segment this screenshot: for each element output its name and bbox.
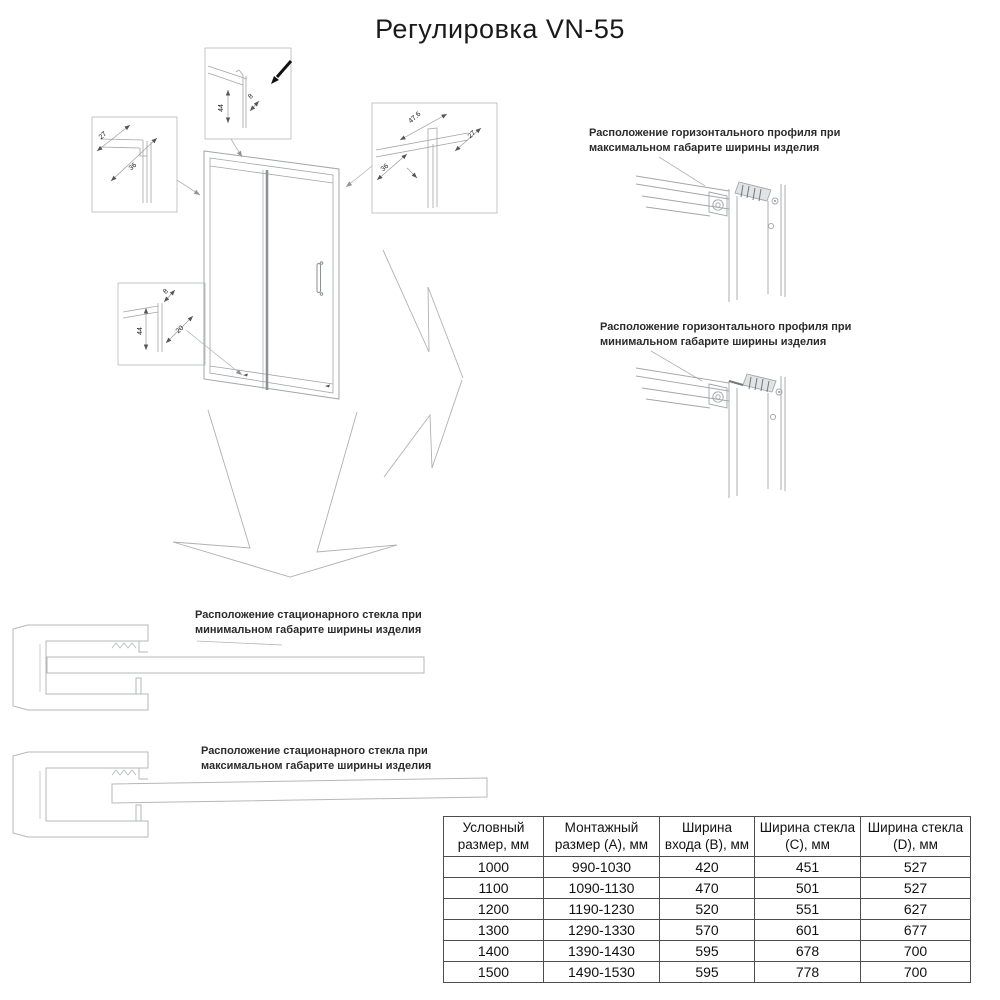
table-cell: 595 [660,941,755,962]
dim-20-label: 20 [174,324,186,336]
table-header-cell: Ширина стекла (D), мм [861,817,971,857]
table-header-cell: Ширина стекла (C), мм [755,817,861,857]
table-header-cell: Монтажный размер (A), мм [544,817,660,857]
table-cell: 420 [660,857,755,878]
callout-leader-lines [174,139,705,645]
table-cell: 1200 [444,899,544,920]
table-header-row [444,817,971,857]
note-line: Расположение стационарного стекла при [195,609,422,621]
table-cell: 501 [755,878,861,899]
detail-box-bottom-left [118,283,205,365]
dim-44-label: 44 [218,104,225,112]
hex-key-arrow [271,61,291,84]
table-cell: 1490-1530 [544,962,660,983]
table-cell: 1500 [444,962,544,983]
door-handle [317,264,321,293]
table-cell: 520 [660,899,755,920]
table-cell: 627 [861,899,971,920]
table-cell: 778 [755,962,861,983]
door-inner-frame [210,158,333,393]
table-cell: 1300 [444,920,544,941]
table-cell: 1100 [444,878,544,899]
table-header-cell: Ширина входа (B), мм [660,817,755,857]
table-row [444,878,971,899]
detail-box-top-right [372,103,497,213]
table-row [444,962,971,983]
note-horizontal-profile-max [589,126,840,156]
table-header-cell: Условный размер, мм [444,817,544,857]
table-cell: 990-1030 [544,857,660,878]
table-cell: 700 [861,962,971,983]
table-cell: 700 [861,941,971,962]
note-line: максимальном габарите ширины изделия [589,142,820,154]
bottom-roller-mark-left [243,374,248,377]
door-top-rail-line [210,166,333,183]
flow-arrows [173,250,463,577]
note-line: минимальном габарите ширины изделия [195,624,422,636]
note-fixed-glass-max [201,744,431,774]
note-fixed-glass-min [195,608,422,638]
table-cell: 551 [755,899,861,920]
arrow-bolt-lower [384,380,462,477]
note-horizontal-profile-min [600,320,851,350]
table-cell: 1290-1330 [544,920,660,941]
dim-8-label: 8 [247,92,255,101]
bottom-roller-mark-right [325,385,330,388]
table-cell: 470 [660,878,755,899]
table-cell: 1400 [444,941,544,962]
page-title: Регулировка VN-55 [375,14,625,44]
table-cell: 570 [660,920,755,941]
note-line: минимальном габарите ширины изделия [600,336,827,348]
arrow-bolt-upper [383,250,463,378]
note-line: максимальном габарите ширины изделия [201,760,432,772]
table-cell: 1190-1230 [544,899,660,920]
seal-strip [112,643,136,648]
table-cell: 451 [755,857,861,878]
door-assembly-drawing [204,151,339,399]
table-cell: 678 [755,941,861,962]
dim-36-label: 36 [379,162,391,174]
table-cell: 1090-1130 [544,878,660,899]
note-line: Расположение горизонтального профиля при [600,321,852,333]
table-row [444,899,971,920]
table-row [444,920,971,941]
table-cell: 595 [660,962,755,983]
table-row [444,857,971,878]
detail-box-top-left [92,117,177,212]
corner-drawing-max [636,176,785,302]
door-bottom-rail-line [210,366,333,384]
fixed-glass-panel [47,657,424,673]
table-cell: 1000 [444,857,544,878]
door-handle-hook-bottom [320,293,323,296]
table-cell: 527 [861,857,971,878]
table-cell: 677 [861,920,971,941]
table-cell: 601 [755,920,861,941]
corner-drawing-min [636,368,785,498]
dim-36-label: 36 [127,161,139,173]
table-cell: 1390-1430 [544,941,660,962]
seal-strip [112,770,136,775]
size-table [443,816,971,983]
dim-27-label: 27 [466,129,478,141]
dim-27-label: 27 [97,130,109,142]
note-line: Расположение стационарного стекла при [201,745,428,757]
horizontal-profile-cap [743,374,776,392]
dim-47-6-label: 47.6 [407,110,423,126]
dim-8-label: 8 [162,287,170,296]
table-cell: 527 [861,878,971,899]
table-row [444,941,971,962]
detail-box-top-middle [205,48,291,139]
fixed-glass-panel [112,778,487,803]
dim-44-label: 44 [137,327,144,335]
arrow-down-outline [173,410,397,577]
note-line: Расположение горизонтального профиля при [589,127,841,139]
door-handle-hook-top [320,262,323,265]
